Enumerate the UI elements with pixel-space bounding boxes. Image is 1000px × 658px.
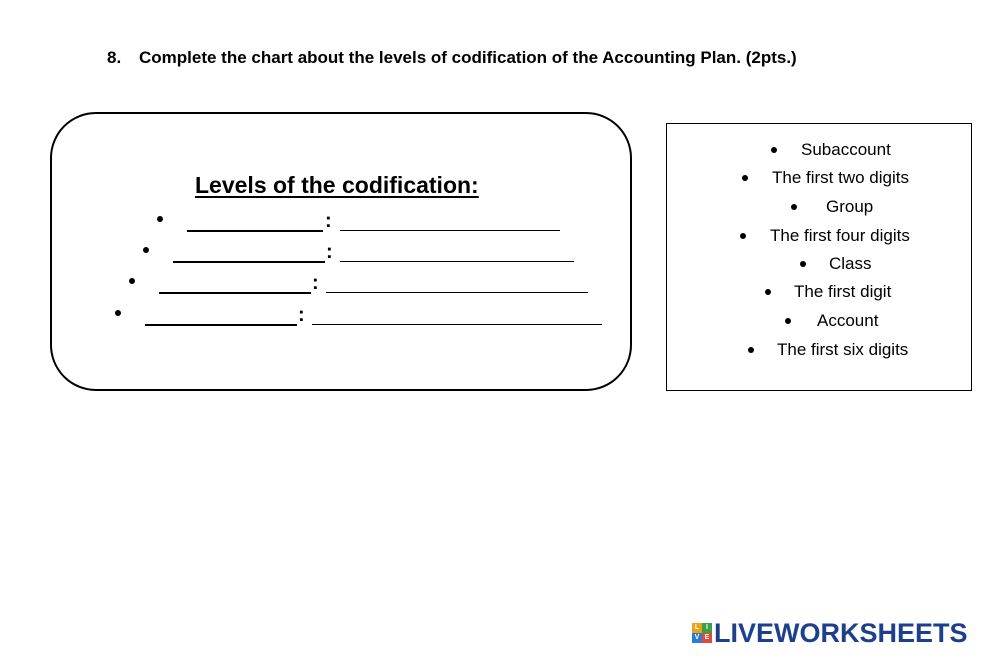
level-row-1 xyxy=(155,210,565,234)
option-item[interactable] xyxy=(800,254,872,274)
level-row-4 xyxy=(113,304,608,328)
option-item[interactable] xyxy=(740,226,910,246)
option-label: The first two digits xyxy=(772,168,909,187)
logo-tile-e: E xyxy=(702,633,712,643)
logo-tile-i: I xyxy=(702,623,712,633)
option-item[interactable] xyxy=(791,197,873,217)
level-name-blank-4[interactable] xyxy=(145,324,297,326)
level-description-blank-2[interactable] xyxy=(340,261,574,262)
level-name-blank-1[interactable] xyxy=(187,230,323,232)
level-description-blank-3[interactable] xyxy=(326,292,588,293)
bullet-icon xyxy=(115,310,121,316)
levels-title: Levels of the codification: xyxy=(195,172,479,198)
option-item[interactable] xyxy=(785,311,878,331)
option-item[interactable] xyxy=(771,140,891,160)
option-label: The first digit xyxy=(794,282,892,301)
option-item[interactable] xyxy=(765,282,891,302)
logo-tile-v: V xyxy=(692,633,702,643)
option-label: Class xyxy=(829,254,872,273)
bullet-icon xyxy=(765,289,771,295)
question-text: Complete the chart about the levels of codification of the Accounting Plan. (2pts.) xyxy=(139,48,797,67)
level-name-blank-2[interactable] xyxy=(173,261,325,263)
liveworksheets-icon xyxy=(692,623,712,643)
bullet-icon xyxy=(740,233,746,239)
level-colon-3: : xyxy=(312,272,319,294)
option-label: The first four digits xyxy=(770,226,910,245)
liveworksheets-wordmark: LIVEWORKSHEETS xyxy=(714,617,968,648)
option-label: Account xyxy=(817,311,879,330)
liveworksheets-logo xyxy=(692,618,968,648)
logo-tile-l: L xyxy=(692,623,702,633)
level-colon-4: : xyxy=(298,304,305,326)
bullet-icon xyxy=(143,247,149,253)
level-description-blank-1[interactable] xyxy=(340,230,560,231)
bullet-icon xyxy=(791,204,797,210)
bullet-icon xyxy=(157,216,163,222)
level-colon-2: : xyxy=(326,241,333,263)
question-number: 8. xyxy=(107,48,122,67)
option-label: Subaccount xyxy=(801,140,891,159)
option-item[interactable] xyxy=(748,340,908,360)
question-heading xyxy=(107,48,797,68)
option-label: The first six digits xyxy=(777,340,909,359)
level-description-blank-4[interactable] xyxy=(312,324,602,325)
bullet-icon xyxy=(800,261,806,267)
bullet-icon xyxy=(748,347,754,353)
bullet-icon xyxy=(742,175,748,181)
level-name-blank-3[interactable] xyxy=(159,292,311,294)
level-colon-1: : xyxy=(325,210,332,232)
bullet-icon xyxy=(129,278,135,284)
bullet-icon xyxy=(771,147,777,153)
level-row-2 xyxy=(141,241,581,265)
option-item[interactable] xyxy=(742,168,909,188)
level-row-3 xyxy=(127,272,592,296)
option-label: Group xyxy=(826,197,874,216)
bullet-icon xyxy=(785,318,791,324)
